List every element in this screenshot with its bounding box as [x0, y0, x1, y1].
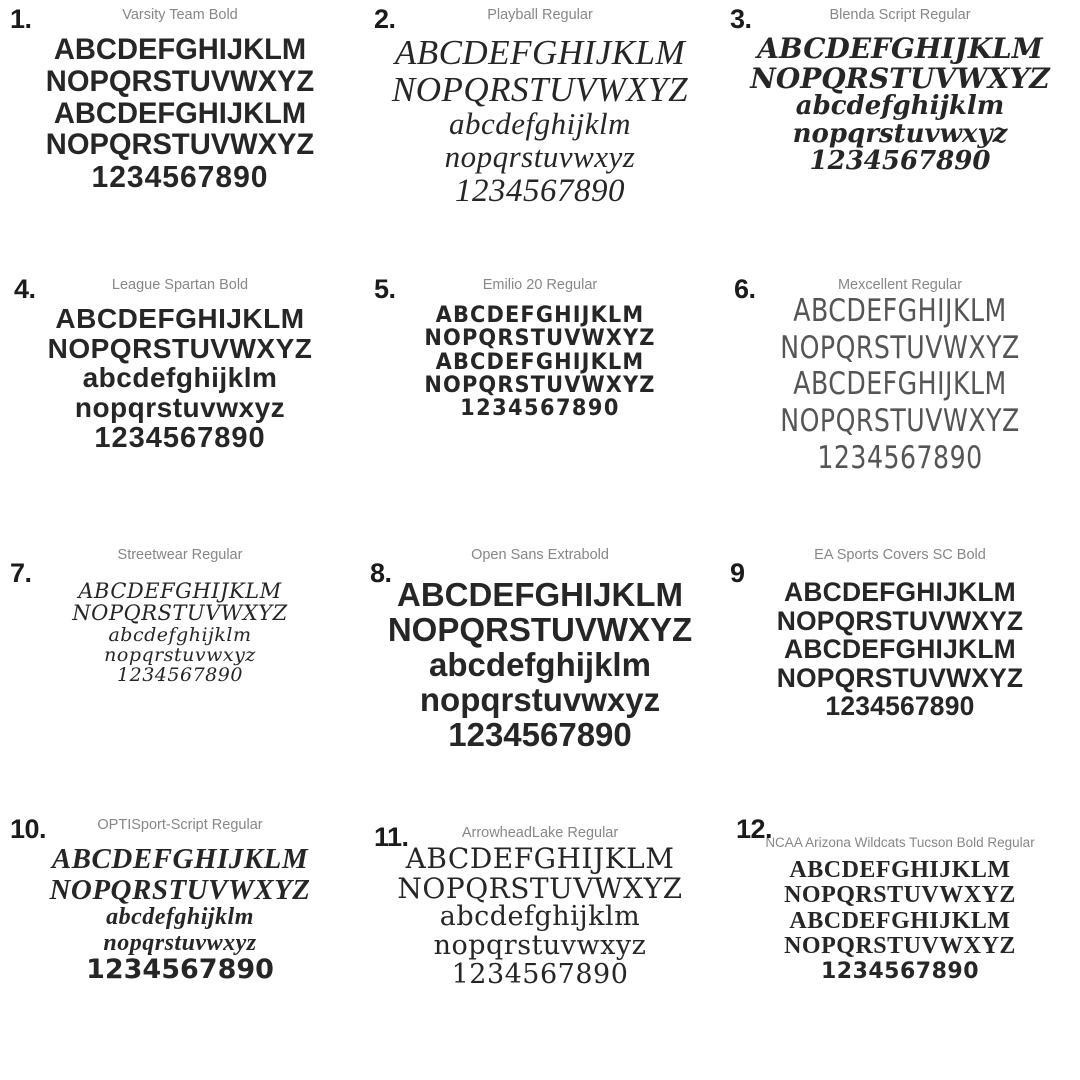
line-uppercase-2: NOPQRSTUVWXYZ	[45, 64, 315, 98]
line-lowercase-2: nopqrstuvwxyz	[103, 929, 257, 956]
specimen-card-8	[360, 540, 720, 810]
specimen-lines	[366, 578, 714, 753]
line-uppercase-1: ABCDEFGHIJKLM	[394, 33, 686, 72]
line-numerals: 1234567890	[91, 159, 269, 195]
line-uppercase-2: NOPQRSTUVWXYZ	[776, 605, 1024, 636]
specimen-card-3	[720, 0, 1080, 270]
line-lowercase-2: nopqrstuvwxyz	[74, 392, 286, 424]
specimen-card-7	[0, 540, 360, 810]
font-name-label: Blenda Script Regular	[829, 7, 971, 23]
specimen-number: 5.	[374, 274, 396, 304]
line-uppercase-1: ABCDEFGHIJKLM	[784, 577, 1016, 607]
specimen-header	[726, 814, 1074, 858]
line-lowercase-1: abcdefghijklm	[82, 362, 278, 394]
specimen-number: 4.	[14, 274, 36, 304]
font-name-label: ArrowheadLake Regular	[461, 825, 619, 841]
specimen-header	[366, 814, 714, 852]
line-uppercase-4: NOPQRSTUVWXYZ	[780, 401, 1020, 439]
specimen-header	[6, 274, 354, 304]
specimen-card-10	[0, 810, 360, 1080]
specimen-lines	[729, 578, 1070, 721]
specimen-number: 12.	[736, 814, 773, 844]
font-name-label: Varsity Team Bold	[122, 7, 238, 23]
line-lowercase-1: abcdefghijklm	[106, 904, 254, 931]
line-uppercase-1: ABCDEFGHIJKLM	[53, 33, 307, 66]
line-uppercase-4: NOPQRSTUVWXYZ	[424, 372, 656, 398]
line-uppercase-2: NOPQRSTUVWXYZ	[49, 873, 311, 906]
line-uppercase-3: ABCDEFGHIJKLM	[53, 96, 307, 130]
specimen-number: 9	[730, 558, 745, 588]
font-name-label: Streetwear Regular	[117, 547, 243, 563]
line-uppercase-3: ABCDEFGHIJKLM	[793, 365, 1007, 403]
line-lowercase-2: nopqrstuvwxyz	[444, 139, 636, 175]
line-uppercase-1: ABCDEFGHIJKLM	[405, 842, 675, 875]
line-lowercase-1: abcdefghijklm	[795, 91, 1005, 122]
line-uppercase-2: NOPQRSTUVWXYZ	[750, 61, 1050, 95]
line-numerals: 1234567890	[117, 663, 243, 686]
specimen-header	[6, 814, 354, 844]
line-numerals: 1234567890	[825, 691, 975, 722]
specimen-card-5	[360, 270, 720, 540]
line-lowercase-2: nopqrstuvwxyz	[792, 118, 1008, 149]
specimen-lines	[726, 291, 1074, 477]
specimen-card-6	[720, 270, 1080, 540]
font-name-label: Mexcellent Regular	[837, 277, 963, 293]
specimen-card-2	[360, 0, 720, 270]
line-uppercase-2: NOPQRSTUVWXYZ	[391, 70, 689, 110]
line-numerals: 1234567890	[451, 958, 629, 990]
specimen-lines	[6, 844, 354, 985]
specimen-card-4	[0, 270, 360, 540]
line-uppercase-3: ABCDEFGHIJKLM	[784, 634, 1016, 665]
line-uppercase-2: NOPQRSTUVWXYZ	[387, 610, 693, 648]
specimen-header	[726, 4, 1074, 34]
font-name-label: Emilio 20 Regular	[482, 277, 598, 293]
line-numerals: 1234567890	[809, 146, 991, 177]
line-uppercase-1: ABCDEFGHIJKLM	[397, 576, 683, 613]
font-name-label: EA Sports Covers SC Bold	[814, 547, 986, 563]
specimen-lines	[726, 858, 1074, 983]
line-numerals: 1234567890	[460, 396, 620, 422]
specimen-lines	[726, 34, 1074, 176]
line-numerals: 1234567890	[448, 715, 632, 753]
specimen-number: 8.	[370, 558, 392, 588]
line-numerals: 1234567890	[817, 438, 983, 476]
line-numerals: 1234567890	[94, 421, 266, 454]
line-lowercase-2: nopqrstuvwxyz	[104, 643, 256, 666]
line-numerals: 1234567890	[86, 954, 274, 986]
font-name-label: Open Sans Extrabold	[471, 547, 609, 563]
line-uppercase-3: ABCDEFGHIJKLM	[435, 349, 645, 375]
line-uppercase-1: ABCDEFGHIJKLM	[51, 843, 309, 875]
specimen-number: 3.	[730, 4, 752, 34]
specimen-header	[366, 544, 714, 588]
line-uppercase-1: ABCDEFGHIJKLM	[78, 579, 282, 603]
specimen-header	[726, 544, 1074, 588]
line-uppercase-4: NOPQRSTUVWXYZ	[45, 128, 315, 162]
line-numerals: 1234567890	[820, 958, 980, 984]
specimen-header	[366, 4, 714, 34]
line-lowercase-2: nopqrstuvwxyz	[433, 929, 647, 961]
line-lowercase-1: abcdefghijklm	[429, 645, 651, 683]
specimen-lines	[6, 304, 354, 453]
line-uppercase-4: NOPQRSTUVWXYZ	[784, 933, 1016, 960]
specimen-lines	[366, 844, 714, 989]
line-uppercase-2: NOPQRSTUVWXYZ	[784, 882, 1016, 909]
line-uppercase-3: ABCDEFGHIJKLM	[789, 907, 1011, 934]
specimen-card-9	[720, 540, 1080, 810]
specimen-number: 1.	[10, 4, 32, 34]
line-uppercase-2: NOPQRSTUVWXYZ	[47, 332, 313, 364]
line-uppercase-2: NOPQRSTUVWXYZ	[424, 326, 656, 352]
line-uppercase-1: ABCDEFGHIJKLM	[55, 303, 305, 334]
specimen-lines	[6, 580, 354, 685]
line-uppercase-1: ABCDEFGHIJKLM	[793, 291, 1007, 329]
specimen-number: 11.	[374, 822, 409, 852]
specimen-card-11	[360, 810, 720, 1080]
specimen-header	[366, 274, 714, 304]
specimen-header	[6, 4, 354, 34]
line-uppercase-1: ABCDEFGHIJKLM	[435, 303, 645, 328]
specimen-number: 10.	[10, 814, 47, 844]
line-lowercase-1: abcdefghijklm	[448, 106, 632, 142]
specimen-card-12	[720, 810, 1080, 1080]
specimen-lines	[375, 304, 706, 421]
line-uppercase-2: NOPQRSTUVWXYZ	[780, 328, 1020, 366]
line-uppercase-4: NOPQRSTUVWXYZ	[776, 662, 1024, 693]
line-uppercase-2: NOPQRSTUVWXYZ	[397, 871, 683, 905]
specimen-number: 7.	[10, 558, 32, 588]
line-lowercase-2: nopqrstuvwxyz	[419, 680, 661, 718]
font-name-label: OPTISport-Script Regular	[97, 817, 263, 833]
line-lowercase-1: abcdefghijklm	[439, 901, 641, 933]
line-numerals: 1234567890	[455, 172, 625, 209]
font-name-label: Playball Regular	[487, 7, 593, 23]
specimen-number: 2.	[374, 4, 396, 34]
font-name-label: League Spartan Bold	[111, 277, 249, 293]
specimen-lines	[366, 34, 714, 209]
specimen-card-1	[0, 0, 360, 270]
specimen-lines	[11, 34, 349, 194]
line-uppercase-1: ABCDEFGHIJKLM	[757, 32, 1043, 65]
line-uppercase-1: ABCDEFGHIJKLM	[789, 857, 1011, 883]
font-name-label: NCAA Arizona Wildcats Tucson Bold Regular	[765, 835, 1035, 850]
specimen-header	[6, 544, 354, 588]
line-lowercase-1: abcdefghijklm	[108, 623, 252, 646]
line-uppercase-2: NOPQRSTUVWXYZ	[72, 601, 288, 626]
specimen-number: 6.	[734, 274, 756, 304]
